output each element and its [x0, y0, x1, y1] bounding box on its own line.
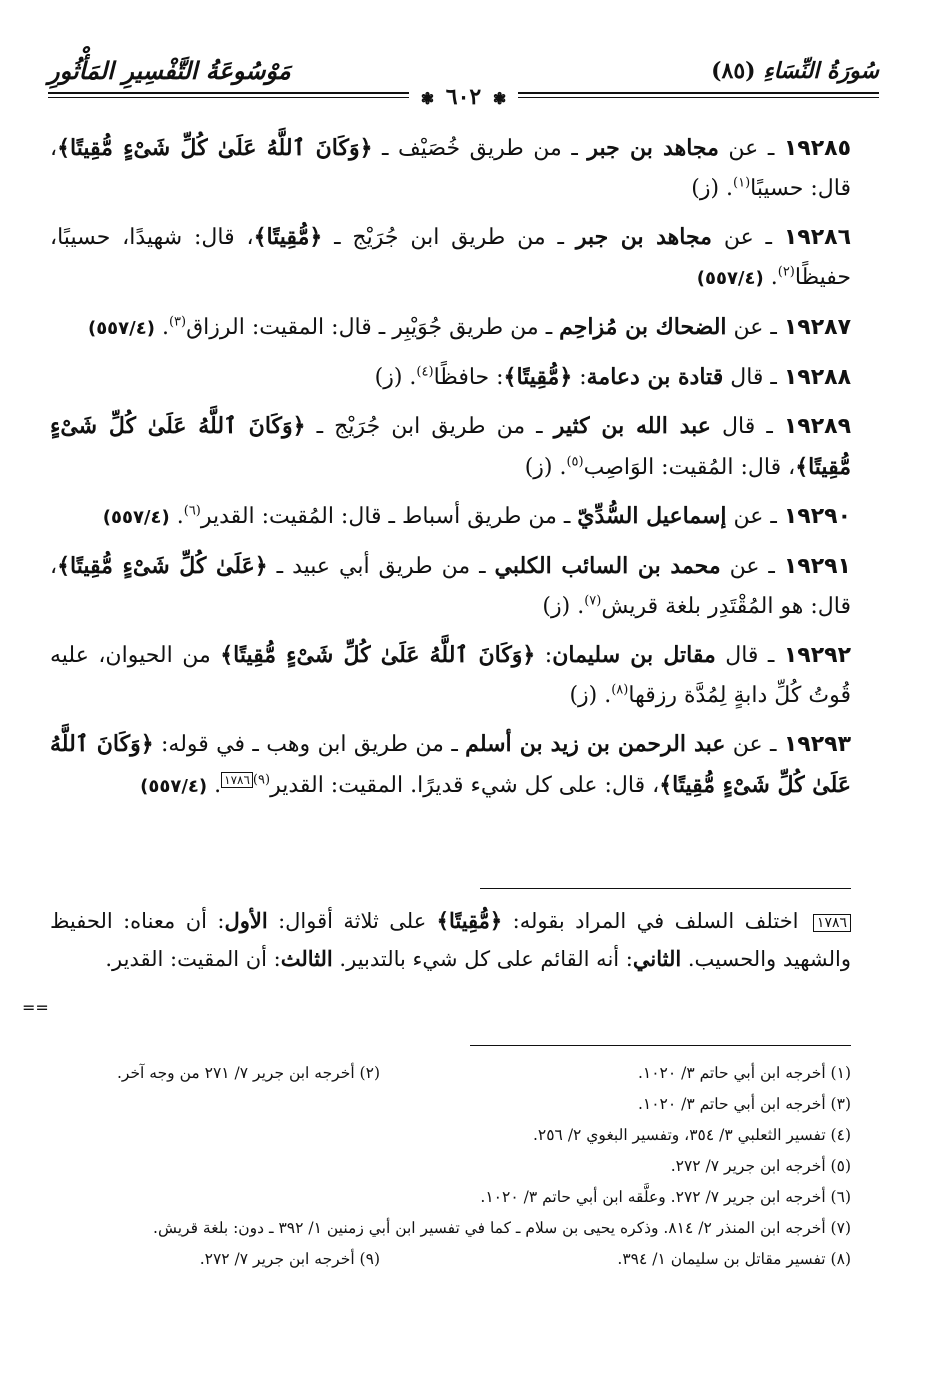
margin-mark: ==: [22, 998, 49, 1017]
narration: ١٩٢٨٥ ـ عن مجاهد بن جبر ـ من طريق خُصَيْف ـ ﴿وَكَانَ ٱللَّهُ عَلَىٰ كُلِّ شَىْءٍ مُّقِيتًا﴾، قال: حسيبًا$^{(١)}$. (ز): [50, 135, 851, 201]
footnote: (١) أخرجه ابن أبي حاتم ٣/ ١٠٢٠.: [637, 1064, 851, 1082]
footnotes: [50, 1058, 851, 1275]
narration-number: ١٩٢٨٨: [783, 365, 851, 390]
narrator-name: إسماعيل السُّدِّيّ: [577, 503, 727, 529]
page-header: [48, 50, 879, 112]
quran-verse: ﴿عَلَىٰ كُلِّ شَىْءٍ مُّقِيتًا﴾: [57, 553, 268, 579]
narrator-name: قتادة بن دعامة: [586, 364, 724, 390]
narration: ١٩٢٨٨ ـ قال قتادة بن دعامة: ﴿مُّقِيتًا﴾: حافظًا$^{(٤)}$. (ز): [374, 364, 851, 390]
commentary-number-box: ١٧٨٦: [813, 914, 851, 932]
narrator-name: مقاتل بن سليمان: [552, 642, 716, 668]
narration: ١٩٢٩٣ ـ عن عبد الرحمن بن زيد بن أسلم ـ من طريق ابن وهب ـ في قوله: ﴿وَكَانَ ٱللَّهُ عَلَىٰ كُلِّ شَىْءٍ مُّقِيتًا﴾، قال: على كل شيء قديرًا. المقيت: القدير$^{(٩)}$١٧٨٦. (٥٥٧/٤): [50, 731, 851, 798]
narrator-name: مجاهد بن جبر: [587, 135, 719, 161]
narration-number: ١٩٢٨٩: [783, 414, 851, 439]
footnote: (٦) أخرجه ابن جرير ٧/ ٢٧٢. وعلَّقه ابن أبي حاتم ٣/ ١٠٢٠.: [480, 1188, 851, 1206]
narration-number: ١٩٢٩٢: [783, 643, 851, 668]
narration: ١٩٢٩١ ـ عن محمد بن السائب الكلبي ـ من طريق أبي عبيد ـ ﴿عَلَىٰ كُلِّ شَىْءٍ مُّقِيتًا﴾، قال: هو المُقْتَدِر بلغة قريش$^{(٧)}$. (ز): [50, 553, 851, 619]
narration-number: ١٩٢٩٠: [783, 504, 851, 529]
footnote-ref: (٢): [777, 264, 795, 280]
footnote-ref: (٣): [168, 314, 187, 330]
narration-number: ١٩٢٩١: [783, 554, 851, 579]
quran-verse: ﴿مُّقِيتًا﴾: [253, 224, 323, 250]
opinion-label: الأول: [224, 908, 268, 933]
narrations: [50, 128, 851, 815]
footnote-ref: (١): [733, 175, 751, 191]
footnote-ref: (٥): [566, 454, 584, 470]
page-number: ٦٠٢: [445, 84, 482, 110]
volume-page-ref: (٥٥٧/٤): [87, 318, 155, 339]
quran-verse: ﴿وَكَانَ ٱللَّهُ عَلَىٰ كُلِّ شَىْءٍ مُّقِيتًا﴾: [50, 413, 851, 480]
footnote: (٤) تفسير الثعلبي ٣/ ٣٥٤، وتفسير البغوي ٢/ ٢٥٦.: [532, 1126, 851, 1144]
narrator-name: عبد الله بن كثير: [553, 413, 711, 439]
footnote: (٧) أخرجه ابن المنذر ٢/ ٨١٤. وذكره يحيى بن سلام ـ كما في تفسير ابن أبي زمنين ١/ ٣٩٢ ـ دون: بلغة قريش.: [153, 1219, 851, 1237]
footnote: (٨) تفسير مقاتل بن سليمان ١/ ٣٩٤.: [617, 1250, 851, 1268]
quran-verse: ﴿وَكَانَ ٱللَّهُ عَلَىٰ كُلِّ شَىْءٍ مُّقِيتًا﴾: [220, 642, 536, 668]
narration: ١٩٢٩٠ ـ عن إسماعيل السُّدِّيّ ـ من طريق أسباط ـ قال: المُقيت: القدير$^{(٦)}$. (٥٥٧/٤): [102, 503, 851, 529]
narration-number: ١٩٢٩٣: [783, 732, 851, 757]
sura-heading: [711, 58, 879, 84]
footnote: (٣) أخرجه ابن أبي حاتم ٣/ ١٠٢٠.: [637, 1095, 851, 1113]
footnote: (٢) أخرجه ابن جرير ٧/ ٢٧١ من وجه آخر.: [116, 1064, 380, 1082]
sura-name: سُورَةُ النِّسَاءِ: [763, 58, 879, 84]
footnote-ref: (٨): [611, 682, 629, 698]
footnote-ref: (٩): [252, 772, 271, 788]
quran-verse: ﴿وَكَانَ ٱللَّهُ عَلَىٰ كُلِّ شَىْءٍ مُّقِيتًا﴾: [57, 135, 373, 161]
narration: ١٩٢٨٩ ـ قال عبد الله بن كثير ـ من طريق ابن جُرَيْج ـ ﴿وَكَانَ ٱللَّهُ عَلَىٰ كُلِّ شَىْءٍ مُّقِيتًا﴾، قال: المُقيت: الوَاصِب$^{(٥)}$. (ز): [50, 413, 851, 480]
commentary-separator: [480, 888, 851, 889]
volume-page-ref: (٥٥٧/٤): [102, 507, 170, 528]
narration-number: ١٩٢٨٦: [783, 225, 851, 250]
ornament-icon: ❃: [420, 89, 435, 108]
footnote-ref: (٤): [416, 364, 434, 380]
volume-page-ref: (٥٥٧/٤): [140, 776, 208, 797]
quran-verse: ﴿مُّقِيتًا﴾: [436, 908, 503, 933]
page-number-box: [409, 84, 519, 110]
footnote: (٩) أخرجه ابن جرير ٧/ ٢٧٢.: [199, 1250, 380, 1268]
book-title: مَوْسُوعَةُ التَّفْسِيرِ المَأْثُورِ: [48, 56, 291, 85]
narrator-name: مجاهد بن جبر: [575, 224, 712, 250]
footnotes-separator: [470, 1045, 851, 1046]
commentary-note: ١٧٨٦ اختلف السلف في المراد بقوله: ﴿مُّقِيتًا﴾ على ثلاثة أقوال: الأول: أن معناه: الحفيظ والشهيد والحسيب. الثاني: أنه القائم على كل شيء بالتدبير. الثالث: أن المقيت: القدير.: [50, 908, 851, 971]
opinion-label: الثاني: [632, 946, 682, 971]
volume-page-ref: (٥٥٧/٤): [696, 268, 764, 289]
narration-number: ١٩٢٨٥: [783, 136, 851, 161]
narration-number: ١٩٢٨٧: [783, 315, 851, 340]
narrator-name: محمد بن السائب الكلبي: [494, 553, 721, 579]
footnote-ref: (٧): [584, 593, 602, 609]
commentary-ref-box[interactable]: ١٧٨٦: [221, 772, 253, 788]
narrator-name: عبد الرحمن بن زيد بن أسلم: [465, 731, 726, 757]
verse-number: (٨٥): [711, 58, 756, 84]
ornament-icon: ❃: [492, 89, 507, 108]
quran-verse: ﴿مُّقِيتًا﴾: [503, 364, 573, 390]
narration: ١٩٢٨٦ ـ عن مجاهد بن جبر ـ من طريق ابن جُرَيْج ـ ﴿مُّقِيتًا﴾، قال: شهيدًا، حسيبًا، حفيظًا$^{(٢)}$. (٥٥٧/٤): [50, 224, 851, 290]
narration: ١٩٢٨٧ ـ عن الضحاك بن مُزاحِم ـ من طريق جُوَيْبِر ـ قال: المقيت: الرزاق$^{(٣)}$. (٥٥٧/٤): [87, 314, 851, 340]
footnote: (٥) أخرجه ابن جرير ٧/ ٢٧٢.: [670, 1157, 851, 1175]
quran-verse: ﴿وَكَانَ ٱللَّهُ عَلَىٰ كُلِّ شَىْءٍ مُّقِيتًا﴾: [50, 731, 851, 798]
opinion-label: الثالث: [280, 946, 333, 971]
footnote-ref: (٦): [183, 503, 201, 519]
narration: ١٩٢٩٢ ـ قال مقاتل بن سليمان: ﴿وَكَانَ ٱللَّهُ عَلَىٰ كُلِّ شَىْءٍ مُّقِيتًا﴾ من الحيوان، عليه قُوتُ كُلِّ دابةٍ لِمُدَّة رزقها$^{(٨)}$. (ز): [50, 642, 851, 708]
narrator-name: الضحاك بن مُزاحِم: [559, 314, 727, 340]
